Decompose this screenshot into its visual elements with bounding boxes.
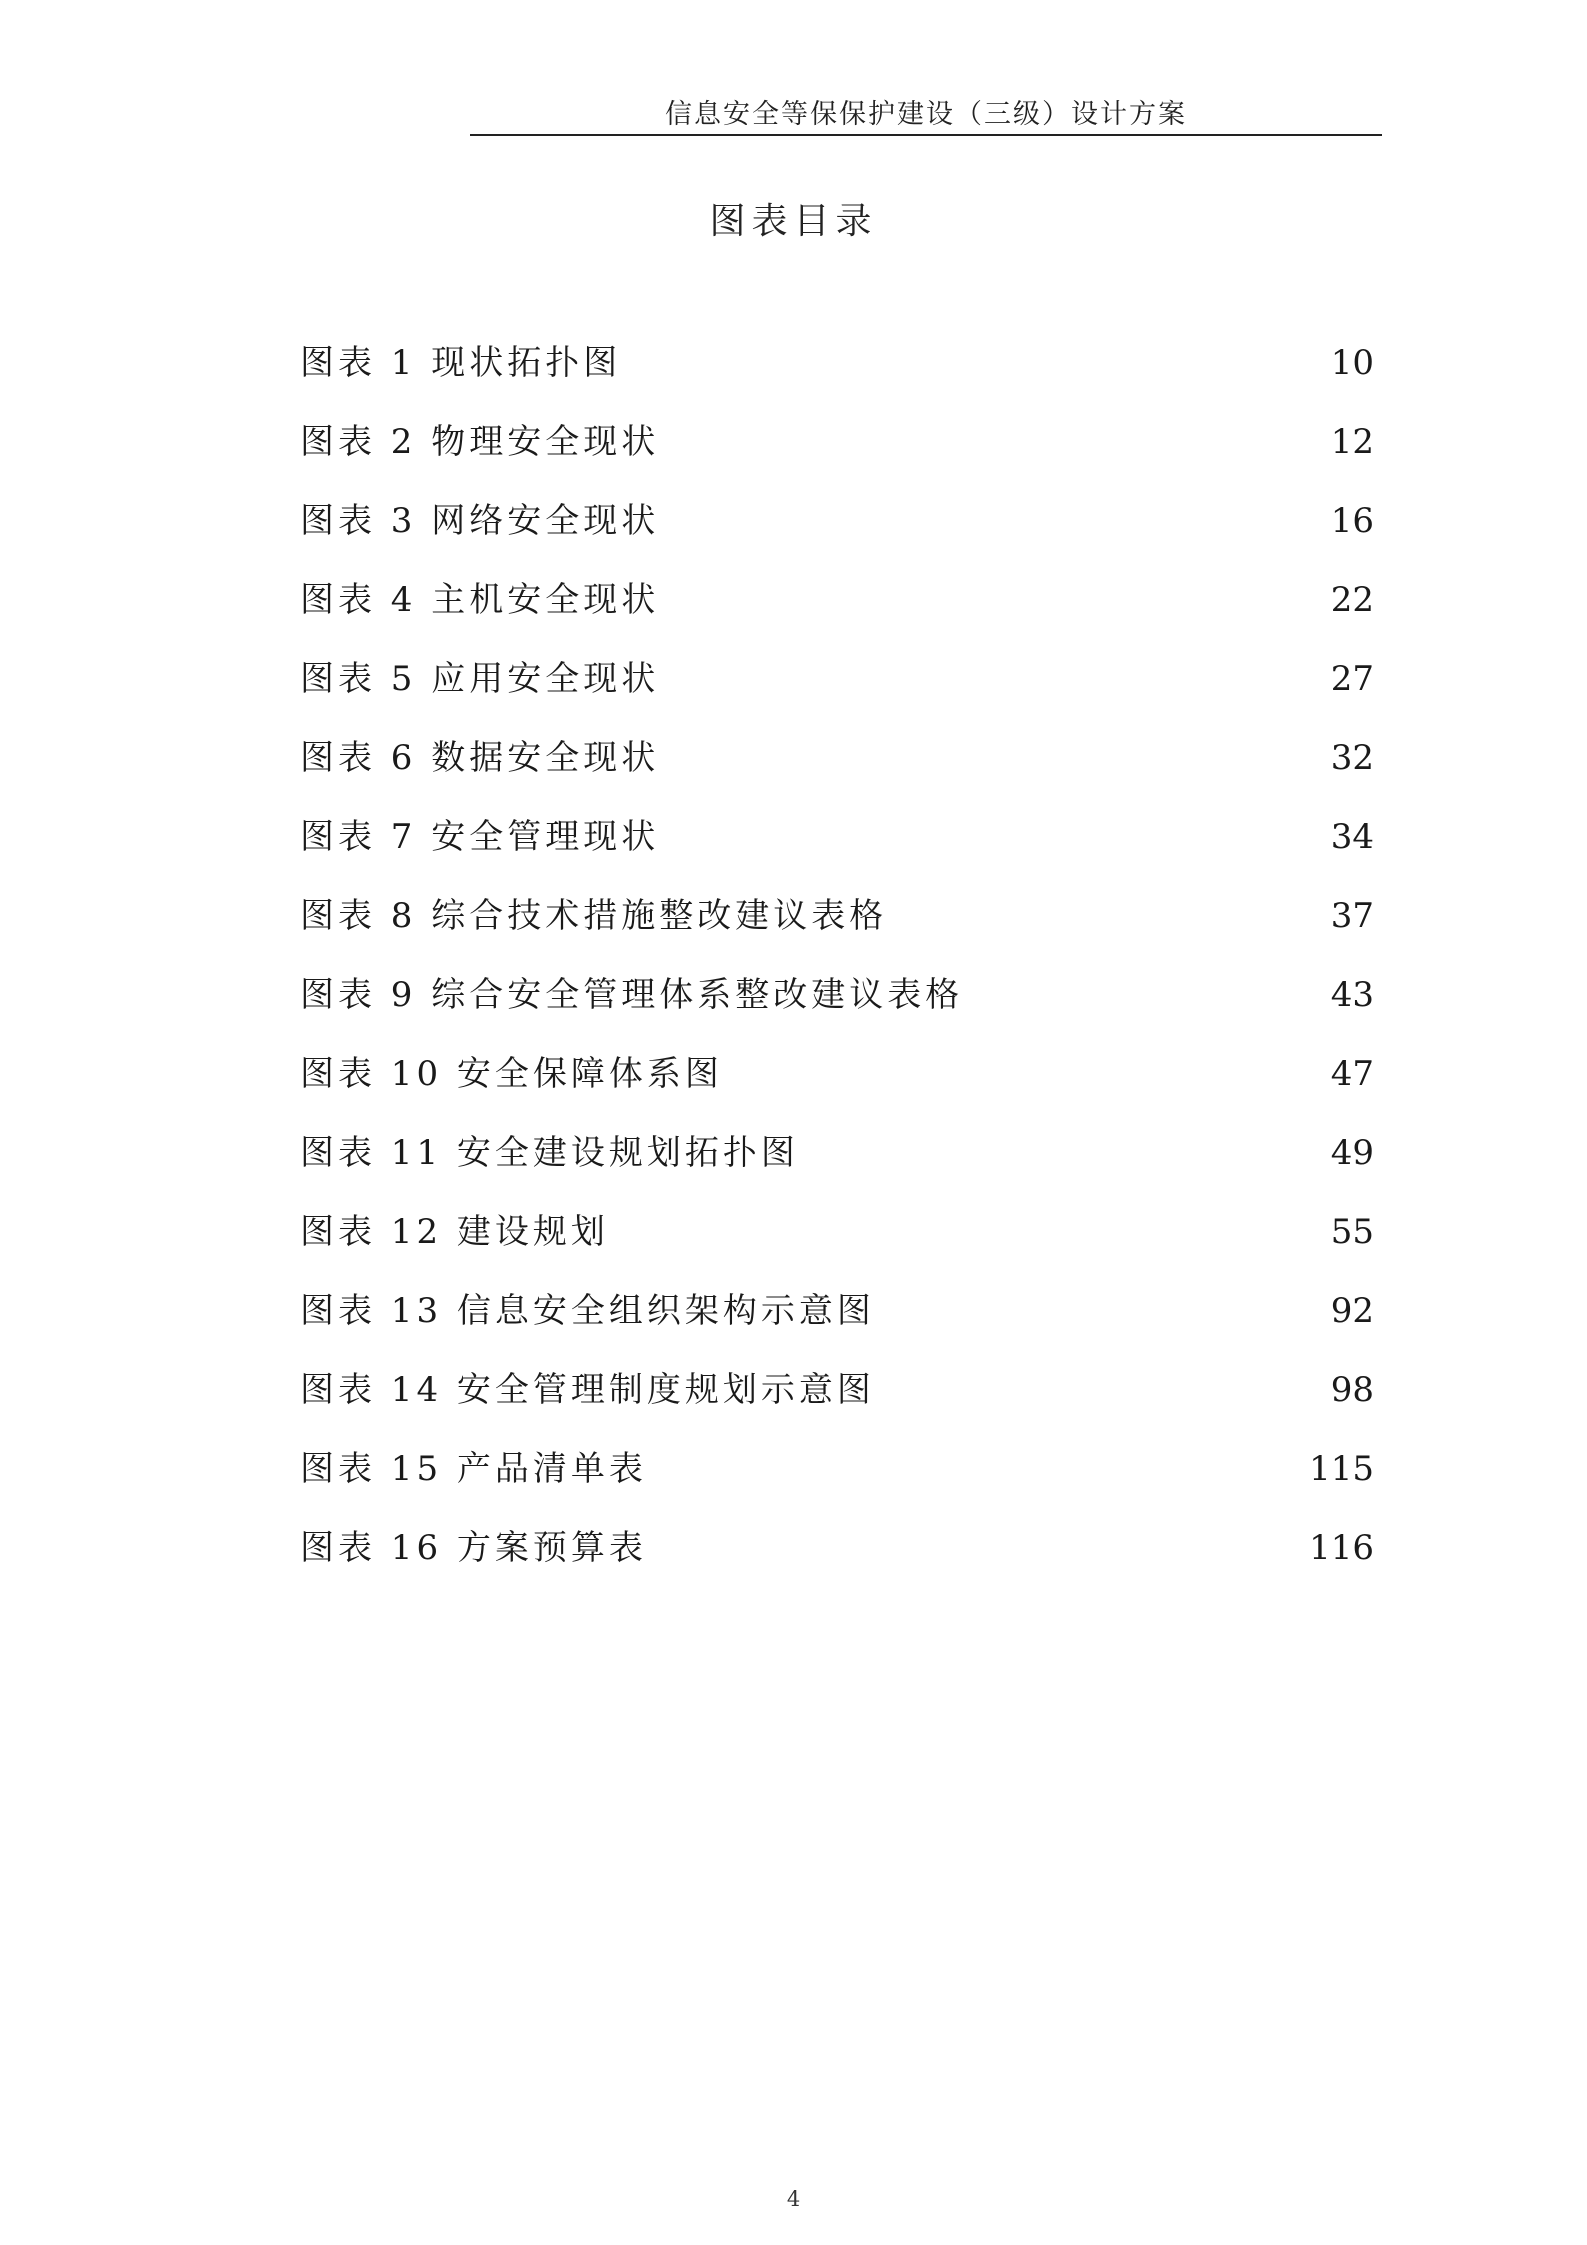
toc-entry-label: 图表 3 网络安全现状 — [300, 501, 660, 541]
toc-entry-label: 图表 11 安全建设规划拓扑图 — [300, 1133, 799, 1173]
toc-entry[interactable] — [300, 493, 1382, 572]
toc-entry[interactable] — [300, 888, 1382, 967]
toc-entry-page: 34 — [1330, 817, 1374, 857]
toc-entry-page: 10 — [1330, 343, 1374, 383]
toc-entry-page: 32 — [1330, 738, 1374, 778]
toc-entry[interactable] — [300, 1520, 1382, 1599]
toc-entry-label: 图表 7 安全管理现状 — [300, 817, 660, 857]
toc-entry-page: 115 — [1309, 1449, 1374, 1489]
toc-entry-label: 图表 2 物理安全现状 — [300, 422, 660, 462]
toc-entry-page: 116 — [1309, 1528, 1374, 1568]
toc-entry[interactable] — [300, 967, 1382, 1046]
toc-entry-label: 图表 5 应用安全现状 — [300, 659, 660, 699]
toc-entry-label: 图表 15 产品清单表 — [300, 1449, 647, 1489]
toc-entry-label: 图表 1 现状拓扑图 — [300, 343, 622, 383]
toc-entry[interactable] — [300, 1125, 1382, 1204]
toc-entry-label: 图表 10 安全保障体系图 — [300, 1054, 723, 1094]
toc-entry-label: 图表 9 综合安全管理体系整改建议表格 — [300, 975, 964, 1015]
page-number: 4 — [786, 2187, 801, 2211]
toc-entry-page: 47 — [1330, 1054, 1374, 1094]
toc-entry-page: 37 — [1330, 896, 1374, 936]
toc-entry-label: 图表 4 主机安全现状 — [300, 580, 660, 620]
toc-entry[interactable] — [300, 414, 1382, 493]
toc-entry-label: 图表 8 综合技术措施整改建议表格 — [300, 896, 888, 936]
toc-entry-page: 27 — [1330, 659, 1374, 699]
toc-entry[interactable] — [300, 335, 1382, 414]
toc-entry[interactable] — [300, 809, 1382, 888]
toc-entry[interactable] — [300, 1204, 1382, 1283]
toc-entry-page: 49 — [1330, 1133, 1374, 1173]
toc-entry[interactable] — [300, 1441, 1382, 1520]
toc-entry[interactable] — [300, 1046, 1382, 1125]
toc-entry-page: 16 — [1330, 501, 1374, 541]
toc-entry-label: 图表 14 安全管理制度规划示意图 — [300, 1370, 875, 1410]
header-divider — [470, 134, 1382, 136]
toc-entry[interactable] — [300, 1283, 1382, 1362]
toc-entry-label: 图表 6 数据安全现状 — [300, 738, 660, 778]
toc-entry-label: 图表 13 信息安全组织架构示意图 — [300, 1291, 875, 1331]
toc-list — [300, 335, 1382, 1599]
toc-entry-page: 12 — [1330, 422, 1374, 462]
toc-entry[interactable] — [300, 651, 1382, 730]
toc-entry[interactable] — [300, 1362, 1382, 1441]
toc-entry-label: 图表 16 方案预算表 — [300, 1528, 647, 1568]
toc-entry-page: 98 — [1330, 1370, 1374, 1410]
toc-entry-label: 图表 12 建设规划 — [300, 1212, 609, 1252]
toc-entry-page: 22 — [1330, 580, 1374, 620]
toc-entry-page: 43 — [1330, 975, 1374, 1015]
toc-entry-page: 55 — [1330, 1212, 1374, 1252]
toc-entry[interactable] — [300, 572, 1382, 651]
toc-title: 图表目录 — [709, 201, 878, 242]
toc-entry[interactable] — [300, 730, 1382, 809]
page-header-title: 信息安全等保保护建设（三级）设计方案 — [665, 99, 1187, 130]
toc-entry-page: 92 — [1330, 1291, 1374, 1331]
